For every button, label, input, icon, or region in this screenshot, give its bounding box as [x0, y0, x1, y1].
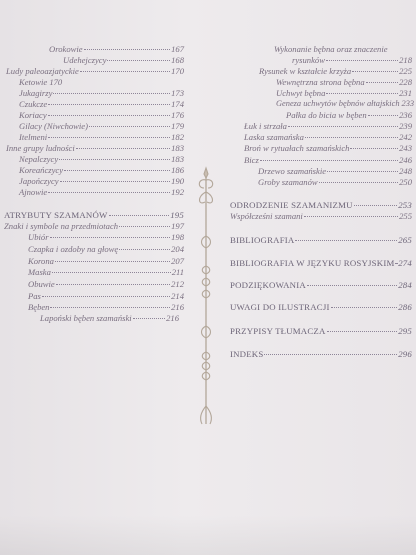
leader-dots	[48, 104, 170, 105]
toc-entry	[244, 132, 412, 142]
leader-dots	[52, 272, 171, 273]
toc-title: Ubiór	[28, 232, 49, 242]
toc-page: 182	[171, 132, 184, 142]
toc-page: 265	[398, 235, 412, 245]
toc-title: Lapoński bęben szamański	[40, 313, 132, 323]
leader-dots	[119, 226, 170, 227]
leader-dots	[64, 170, 170, 171]
toc-title: Bęben	[28, 302, 50, 312]
toc-entry	[28, 279, 184, 289]
toc-section-heading	[230, 349, 412, 359]
leader-dots	[307, 285, 397, 286]
toc-entry	[230, 211, 412, 221]
toc-entry	[28, 302, 184, 312]
toc-title: Obuwie	[28, 279, 55, 289]
toc-title: Łuk i strzała	[244, 121, 287, 131]
toc-title: Czapka i ozdoby na głowę	[28, 244, 119, 254]
leader-dots	[354, 205, 397, 206]
toc-page: 236	[399, 110, 412, 120]
toc-page: 231	[399, 88, 412, 98]
toc-page: 216	[166, 313, 179, 323]
toc-page: 167	[171, 44, 184, 54]
toc-title: Pałka do bicia w bęben	[286, 110, 367, 120]
leader-dots	[295, 240, 397, 241]
toc-entry	[28, 291, 184, 301]
toc-entry	[276, 88, 412, 98]
toc-section-heading	[230, 200, 412, 210]
toc-page: 243	[399, 143, 412, 153]
page-shadow	[0, 515, 416, 555]
toc-page: 183	[171, 154, 184, 164]
toc-title: BIBLIOGRAFIA W JĘZYKU ROSYJSKIM	[230, 258, 395, 268]
toc-title: Geneza uchwytów bębnów ałtajskich	[276, 99, 400, 108]
leader-dots	[395, 263, 397, 264]
toc-page: 228	[399, 77, 412, 87]
toc-title: Inne grupy ludności	[6, 143, 75, 153]
leader-dots	[368, 115, 398, 116]
toc-title: Udehejczycy	[63, 55, 107, 65]
toc-entry	[49, 44, 184, 54]
toc-page: 295	[398, 326, 412, 336]
toc-title: PRZYPISY TŁUMACZA	[230, 326, 326, 336]
toc-title: Groby szamanów	[258, 177, 318, 187]
toc-title: Uchwyt bębna	[276, 88, 326, 98]
leader-dots	[80, 71, 170, 72]
toc-title: Wewnętrzna strona bębna	[276, 77, 365, 87]
toc-entry	[276, 77, 412, 87]
toc-page: 197	[171, 221, 184, 231]
leader-dots	[331, 307, 398, 308]
toc-page: 192	[171, 187, 184, 197]
toc-section-heading	[4, 210, 184, 220]
leader-dots	[350, 148, 398, 149]
toc-page: 248	[399, 166, 412, 176]
leader-dots	[352, 71, 398, 72]
toc-page: 255	[399, 211, 412, 221]
toc-page: 186	[171, 165, 184, 175]
toc-page: 246	[399, 155, 412, 165]
toc-title: Maska	[28, 267, 51, 277]
leader-dots	[107, 60, 170, 61]
leader-dots	[326, 93, 398, 94]
toc-page: 179	[171, 121, 184, 131]
toc-section-heading	[230, 302, 412, 312]
toc-title: Ludy paleoazjatyckie	[6, 66, 79, 76]
toc-entry	[28, 232, 184, 242]
toc-page: 174	[171, 99, 184, 109]
leader-dots	[288, 126, 398, 127]
toc-title: Korona	[28, 256, 54, 266]
toc-page: 211	[171, 267, 184, 277]
leader-dots	[264, 354, 397, 355]
toc-title: ATRYBUTY SZAMANÓW	[4, 210, 108, 220]
leader-dots	[304, 216, 398, 217]
toc-title: INDEKS	[230, 349, 264, 359]
leader-dots	[53, 93, 170, 94]
toc-title: Ketowie 170	[19, 77, 63, 87]
toc-entry	[292, 55, 412, 65]
toc-title: ODRODZENIE SZAMANIZMU	[230, 200, 353, 210]
toc-title: BIBLIOGRAFIA	[230, 235, 295, 245]
toc-title: UWAGI DO ILUSTRACJI	[230, 302, 330, 312]
toc-page: 216	[171, 302, 184, 312]
toc-entry	[19, 165, 184, 175]
toc-page: 242	[399, 132, 412, 142]
toc-title: Nepalczycy	[19, 154, 59, 164]
leader-dots	[84, 49, 171, 50]
toc-entry	[6, 143, 184, 153]
toc-title: Bicz	[244, 155, 259, 165]
toc-page: 190	[171, 176, 184, 186]
toc-title: Itelmeni	[19, 132, 48, 142]
toc-entry	[259, 66, 412, 76]
toc-entry	[19, 132, 184, 142]
toc-title: Broń w rytuałach szamańskich	[244, 143, 350, 153]
toc-page: 284	[398, 280, 412, 290]
toc-entry	[19, 176, 184, 186]
leader-dots	[55, 261, 170, 262]
toc-entry	[19, 88, 184, 98]
toc-page: 225	[399, 66, 412, 76]
toc-title: Czukcze	[19, 99, 48, 109]
leader-dots	[326, 60, 398, 61]
leader-dots	[50, 237, 171, 238]
toc-page: 286	[398, 302, 412, 312]
leader-dots	[260, 160, 398, 161]
leader-dots	[42, 296, 170, 297]
toc-page: 183	[171, 143, 184, 153]
leader-dots	[48, 115, 170, 116]
toc-title: Ajnowie	[19, 187, 48, 197]
toc-entry	[19, 99, 184, 109]
toc-entry	[40, 313, 179, 323]
toc-page: 195	[170, 210, 184, 220]
toc-title: Rysunek w kształcie krzyża	[259, 66, 352, 76]
toc-entry	[19, 154, 184, 164]
toc-entry	[19, 77, 62, 87]
toc-title: Znaki i symbole na przedmiotach	[4, 221, 119, 231]
toc-title: Laska szamańska	[244, 132, 304, 142]
toc-page: 204	[171, 244, 184, 254]
toc-page: 173	[171, 88, 184, 98]
toc-page: 239	[399, 121, 412, 131]
leader-dots	[48, 192, 170, 193]
toc-page: 212	[171, 279, 184, 289]
toc-entry	[244, 121, 412, 131]
toc-section-heading	[230, 326, 412, 336]
toc-title: PODZIĘKOWANIA	[230, 280, 306, 290]
toc-entry	[19, 187, 184, 197]
toc-entry	[276, 99, 415, 108]
toc-section-heading	[230, 235, 412, 245]
leader-dots	[56, 284, 170, 285]
toc-page: 274	[398, 258, 412, 268]
toc-entry	[4, 221, 184, 231]
toc-page: 296	[398, 349, 412, 359]
leader-dots	[76, 148, 170, 149]
leader-dots	[119, 249, 170, 250]
leader-dots	[305, 137, 398, 138]
toc-entry	[19, 121, 184, 131]
toc-title: Drzewo szamańskie	[258, 166, 327, 176]
toc-entry	[28, 256, 184, 266]
toc-title: Orokowie	[49, 44, 83, 54]
leader-dots	[366, 82, 398, 83]
toc-title: Jukagirzy	[19, 88, 53, 98]
toc-page: 176	[171, 110, 184, 120]
toc-entry	[258, 177, 412, 187]
toc-section-heading	[230, 280, 412, 290]
ornamental-divider-icon	[193, 166, 219, 428]
leader-dots	[133, 318, 165, 319]
toc-page: 214	[171, 291, 184, 301]
toc-title: Pas	[28, 291, 41, 301]
leader-dots	[327, 331, 398, 332]
toc-page: 218	[399, 55, 412, 65]
toc-entry	[28, 244, 184, 254]
toc-entry	[258, 166, 412, 176]
leader-dots	[109, 215, 170, 216]
toc-title: Japończycy	[19, 176, 59, 186]
toc-page: 207	[171, 256, 184, 266]
toc-page: 233	[401, 99, 415, 108]
toc-title: Wykonanie bębna oraz znaczenie	[274, 44, 388, 54]
leader-dots	[327, 171, 398, 172]
toc-page: 198	[171, 232, 184, 242]
leader-dots	[48, 137, 170, 138]
toc-entry	[244, 143, 412, 153]
toc-title: Koriacy	[19, 110, 47, 120]
toc-entry	[286, 110, 412, 120]
toc-entry	[63, 55, 184, 65]
toc-page: 170	[171, 66, 184, 76]
toc-entry	[244, 155, 412, 165]
leader-dots	[89, 126, 170, 127]
toc-section-heading	[230, 258, 412, 268]
leader-dots	[59, 159, 170, 160]
toc-title: Koreańczycy	[19, 165, 64, 175]
toc-title: Współcześni szamani	[230, 211, 303, 221]
toc-page: 250	[399, 177, 412, 187]
toc-entry	[19, 110, 184, 120]
toc-title: Gilacy (Niwchowie)	[19, 121, 88, 131]
toc-entry	[6, 66, 184, 76]
toc-entry	[28, 267, 184, 277]
toc-title: rysunków	[292, 55, 325, 65]
leader-dots	[60, 181, 171, 182]
toc-page: 253	[398, 200, 412, 210]
toc-page: 168	[171, 55, 184, 65]
leader-dots	[50, 307, 170, 308]
leader-dots	[319, 182, 399, 183]
toc-entry	[274, 44, 388, 54]
